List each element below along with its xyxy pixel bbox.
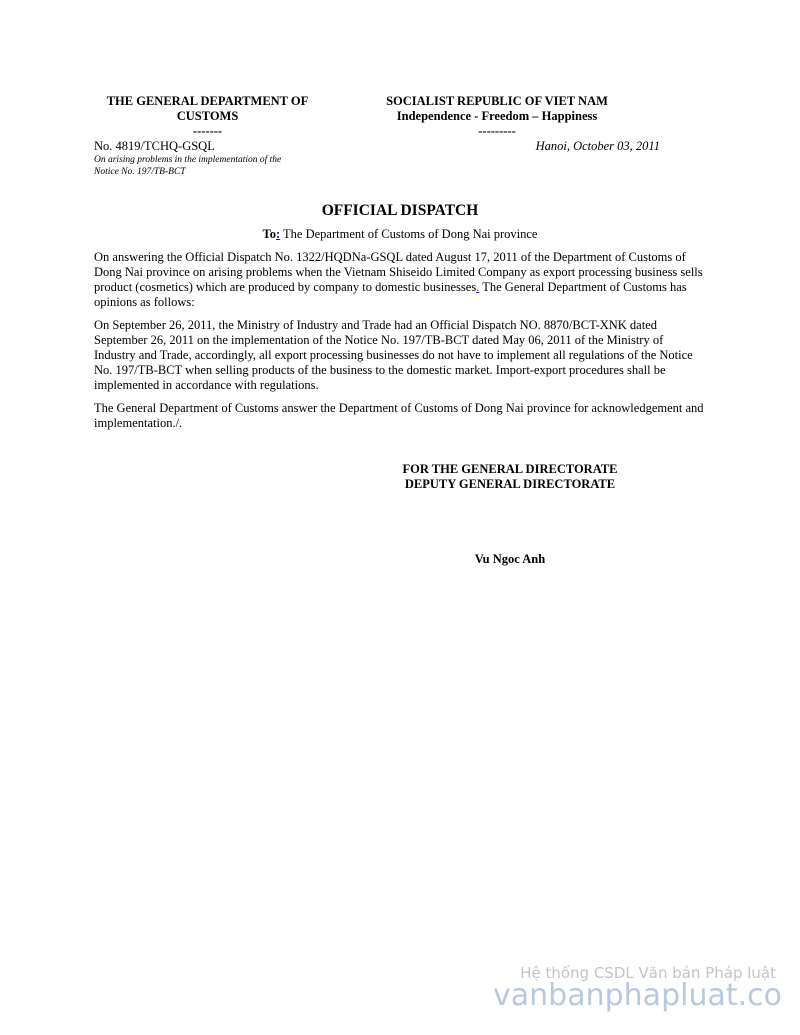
body-paragraph-1 xyxy=(94,250,706,310)
signature-block xyxy=(372,462,648,492)
body-paragraph-3: The General Department of Customs answer the Department of Customs of Dong Nai province for acknowledgement and implementation./. xyxy=(94,401,704,430)
document-title: OFFICIAL DISPATCH xyxy=(321,202,479,219)
addressee-line xyxy=(0,227,800,242)
issuing-agency-block xyxy=(95,94,320,139)
national-header-block xyxy=(362,94,632,139)
issuing-agency-line-1: THE GENERAL DEPARTMENT OF xyxy=(106,94,309,108)
document-number: No. 4819/TCHQ-GSQL xyxy=(94,139,215,153)
addressee-label: To xyxy=(262,227,276,241)
body-paragraph-1-link-dot[interactable]: . xyxy=(476,280,480,294)
watermark-caption: Hệ thống CSDL Văn bản Pháp luật xyxy=(520,964,776,982)
document-subject xyxy=(94,154,334,178)
issuing-agency-line-2: CUSTOMS xyxy=(176,109,239,123)
body-paragraph-1-tail: The General Department of Customs has opinions as follows: xyxy=(94,280,687,309)
signer-name: Vu Ngoc Anh xyxy=(474,552,546,566)
national-motto: Independence - Freedom – Happiness xyxy=(396,109,598,123)
watermark-site: vanbanphapluat.co xyxy=(493,978,782,1013)
addressee-text: The Department of Customs of Dong Nai province xyxy=(280,227,538,241)
signature-line-2: DEPUTY GENERAL DIRECTORATE xyxy=(404,477,616,491)
national-header-rule: --------- xyxy=(478,124,516,138)
body-paragraph-1-main: On answering the Official Dispatch No. 1322/HQDNa-GSQL dated August 17, 2011 of the Department of Customs of Dong Nai province on arising problems when the Vietnam Shiseido Limited Company as export processing business sells product (cosmetics) which are produced by company to domestic businesses xyxy=(94,250,703,294)
document-subject-line-1: On arising problems in the implementation of the xyxy=(94,155,282,165)
body-paragraph-2: On September 26, 2011, the Ministry of Industry and Trade had an Official Dispatch NO. 8870/BCT-XNK dated September 26, 2011 on the implementation of the Notice No. 197/TB-BCT dated May 06, 2011 of the Ministry of Industry and Trade, accordingly, all export processing businesses do not have to implement all regulations of the Notice No. 197/TB-BCT when selling products of the business to the domestic market. Import-export procedures shall be implemented in accordance with regulations. xyxy=(94,318,693,392)
document-date: Hanoi, October 03, 2011 xyxy=(535,139,660,153)
country-name: SOCIALIST REPUBLIC OF VIET NAM xyxy=(386,94,608,108)
issuing-agency-rule: ------- xyxy=(192,124,223,138)
signature-line-1: FOR THE GENERAL DIRECTORATE xyxy=(402,462,618,476)
document-subject-line-2: Notice No. 197/TB-BCT xyxy=(94,167,186,177)
addressee-colon-link[interactable]: : xyxy=(275,227,281,241)
